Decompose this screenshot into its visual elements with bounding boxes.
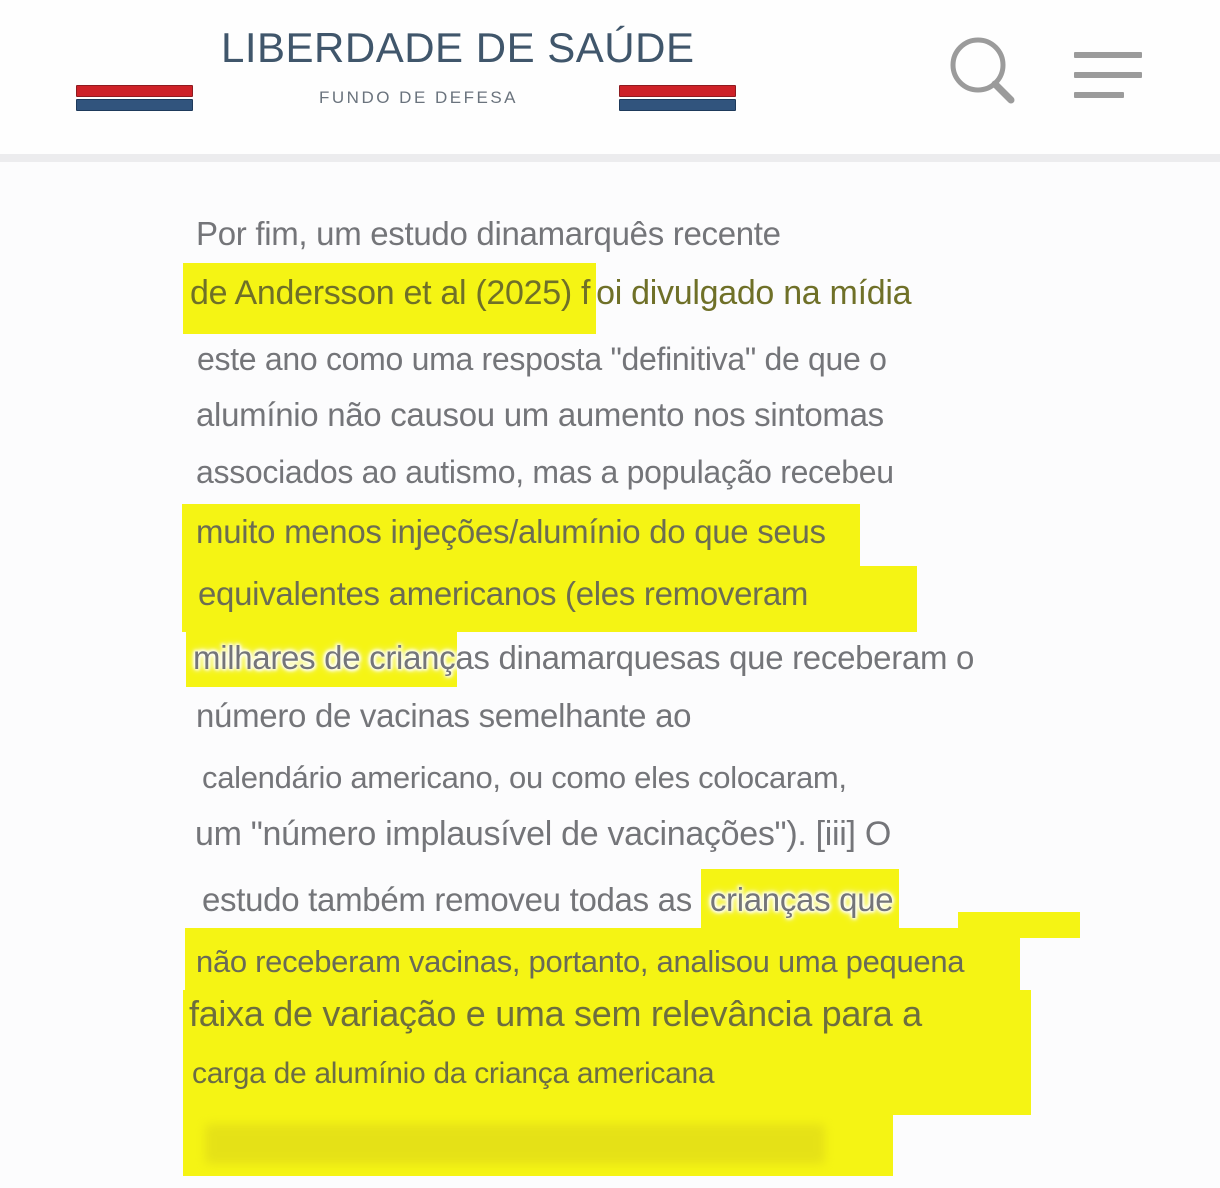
article-line [195, 816, 891, 852]
text-segment: um "número implausível de vacinações"). [iii] O [195, 815, 891, 853]
text-segment: faixa de variação e uma sem relevância para a [189, 993, 922, 1034]
article-line [183, 275, 911, 311]
blurred-ghost-text [205, 1124, 825, 1164]
highlight-mark: de Andersson et al (2025) f [183, 263, 596, 334]
text-segment: milhares de crianças dinamarquesas que receberam o [193, 639, 975, 676]
article-line [196, 514, 826, 550]
menu-bar [1074, 72, 1142, 78]
text-segment: alumínio não causou um aumento nos sintomas [196, 396, 884, 433]
text-segment: equivalentes americanos (eles removeram [198, 575, 809, 612]
article-line [196, 397, 884, 433]
flag-blue-stripe [619, 99, 736, 111]
search-button[interactable] [945, 34, 1023, 112]
flag-right-decoration [619, 85, 736, 112]
article-line [196, 454, 894, 490]
text-segment: estudo também removeu todas as [202, 881, 701, 918]
article-line [197, 341, 887, 377]
site-header [0, 0, 1220, 154]
article-line [192, 1056, 714, 1092]
article-line [202, 882, 899, 918]
highlight-mark: crianças que [701, 869, 900, 936]
page-subtitle: FUNDO DE DEFESA [319, 88, 519, 107]
text-segment: muito menos injeções/alumínio do que seus [196, 513, 826, 550]
article-line [202, 760, 847, 796]
menu-bar [1074, 52, 1142, 58]
text-segment: este ano como uma resposta "definitiva" de que o [197, 341, 887, 377]
text-segment: calendário americano, ou como eles colocaram, [202, 760, 847, 795]
menu-icon [1066, 52, 1152, 98]
text-segment: não receberam vacinas, portanto, analisou uma pequena [196, 944, 965, 979]
page-title: LIBERDADE DE SAÚDE [221, 24, 695, 71]
text-segment: oi divulgado na mídia [596, 274, 912, 312]
text-segment: número de vacinas semelhante ao [196, 697, 692, 734]
menu-button[interactable] [1066, 44, 1152, 106]
flag-blue-stripe [76, 99, 193, 111]
text-segment: carga de alumínio da criança americana [192, 1057, 715, 1090]
article-line [196, 216, 781, 252]
flag-red-stripe [76, 85, 193, 97]
article-line [189, 993, 922, 1034]
search-icon [945, 100, 1023, 115]
flag-left-decoration [76, 85, 193, 112]
header-divider [0, 154, 1220, 162]
flag-red-stripe [619, 85, 736, 97]
article-line [196, 698, 691, 734]
menu-bar [1074, 92, 1124, 98]
text-segment: Por fim, um estudo dinamarquês recente [196, 215, 781, 252]
article-line [196, 944, 964, 980]
article-line [198, 576, 808, 612]
article-line [193, 640, 974, 676]
text-segment: associados ao autismo, mas a população recebeu [196, 454, 894, 490]
